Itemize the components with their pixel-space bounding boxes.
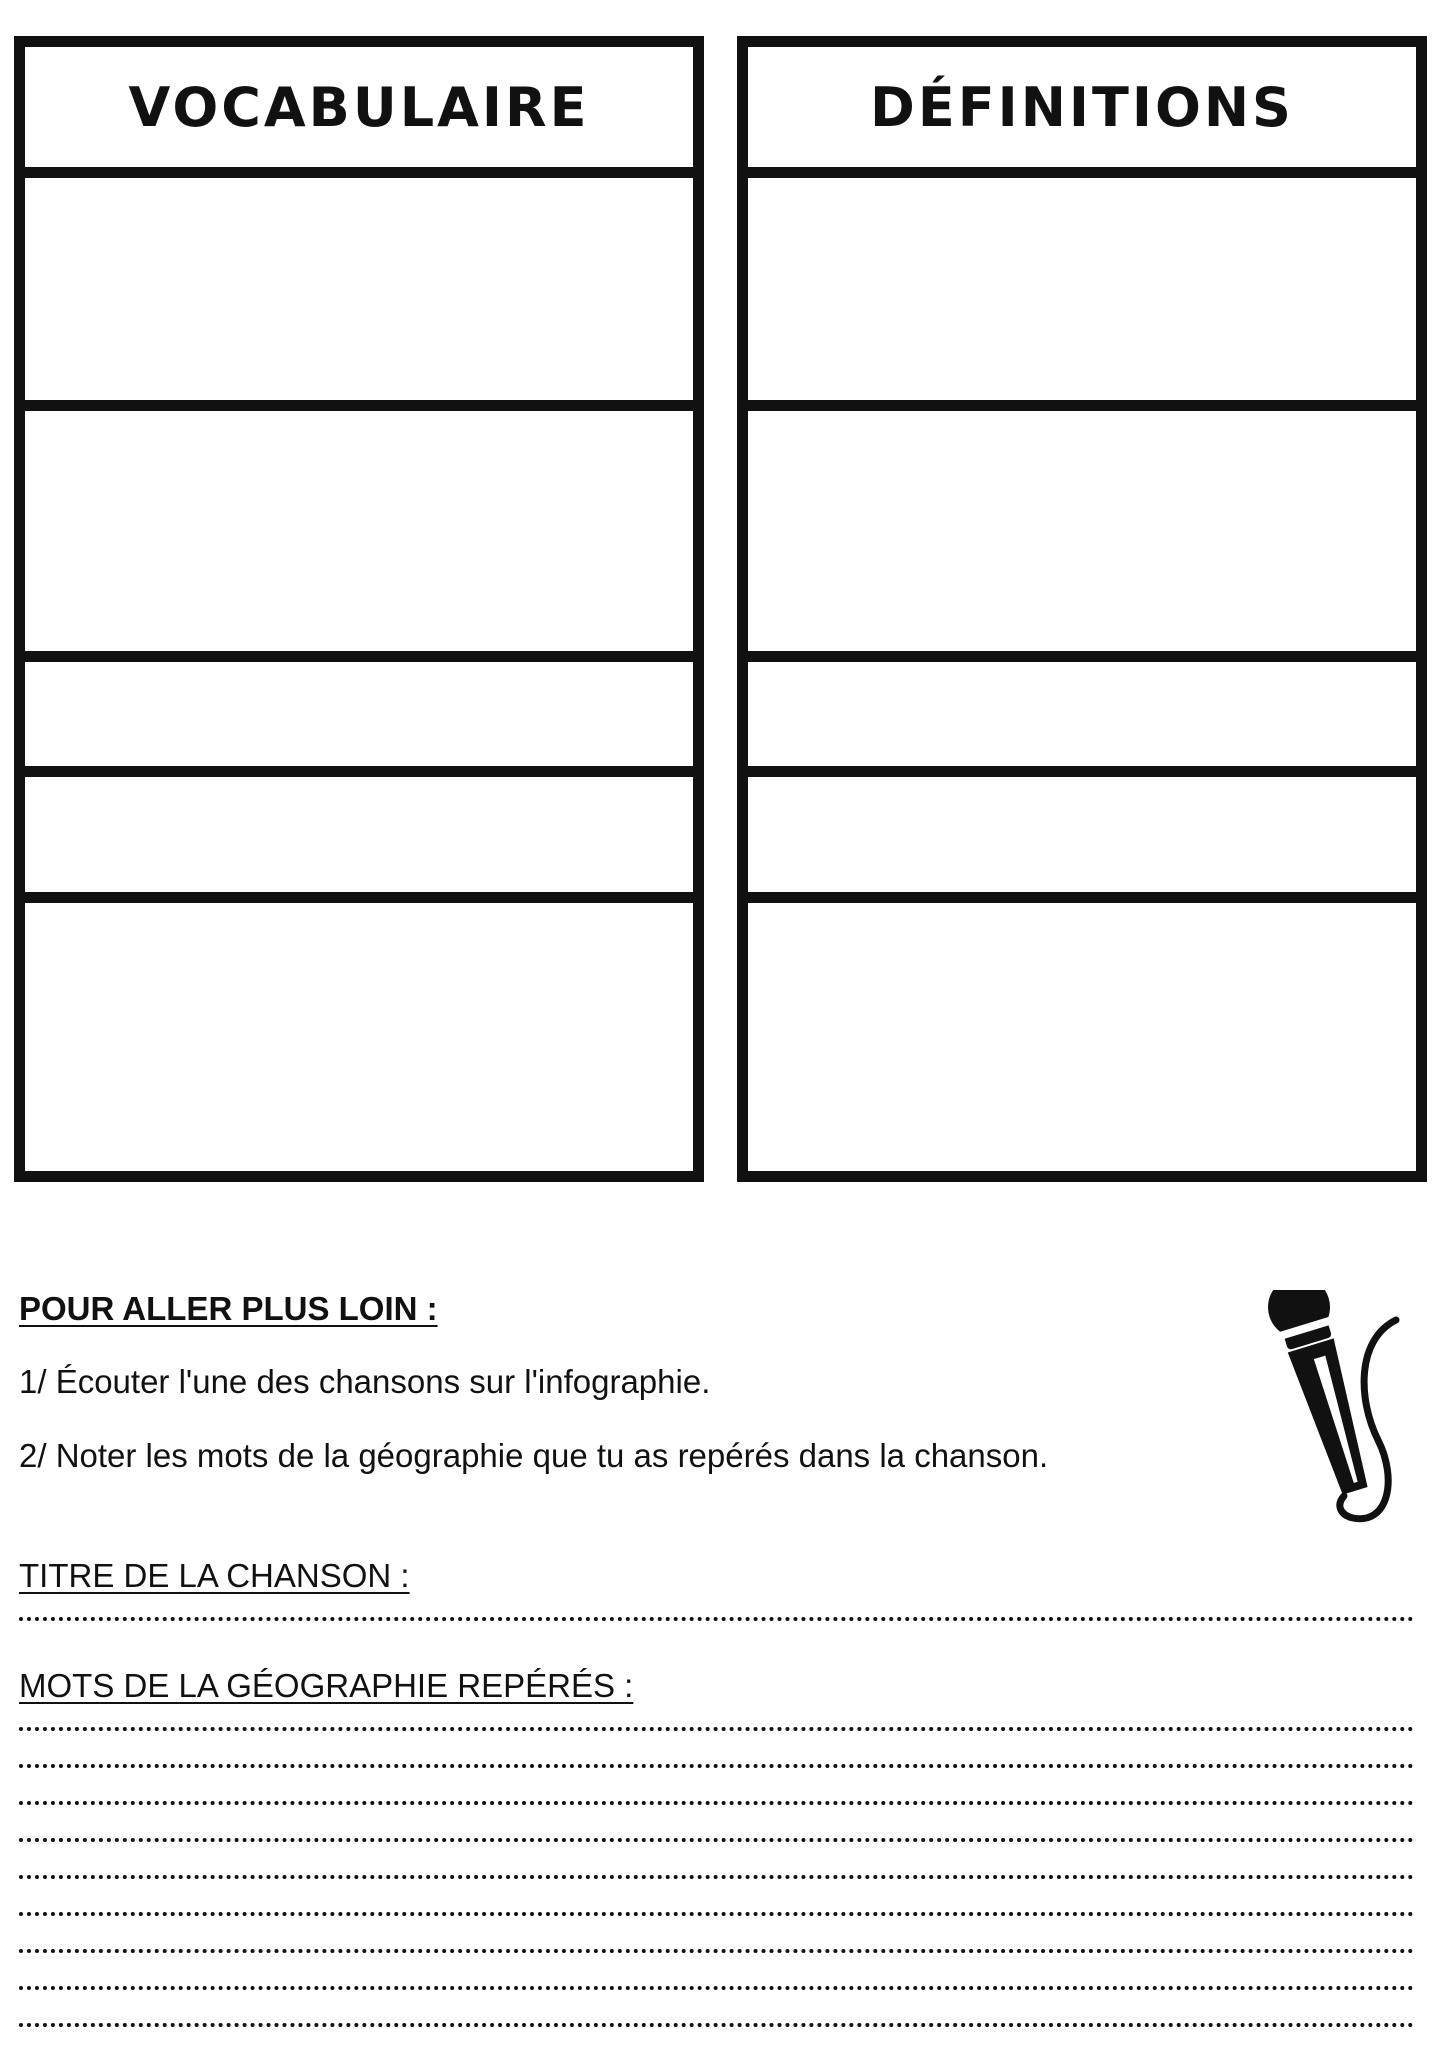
table-divider <box>748 167 1416 178</box>
table-divider <box>748 400 1416 411</box>
table-divider <box>748 651 1416 662</box>
definition-cell[interactable] <box>748 411 1416 651</box>
vocabulary-cell[interactable] <box>25 662 693 766</box>
words-answer-line[interactable] <box>19 1875 1414 1879</box>
definitions-table <box>737 36 1427 1182</box>
song-title-label: TITRE DE LA CHANSON : <box>19 1557 410 1594</box>
words-answer-line[interactable] <box>19 1727 1414 1731</box>
table-divider <box>748 766 1416 777</box>
words-answer-line[interactable] <box>19 1764 1414 1768</box>
vocabulary-cell[interactable] <box>25 777 693 892</box>
words-answer-line[interactable] <box>19 1986 1414 1990</box>
words-answer-line[interactable] <box>19 2023 1414 2027</box>
step-2-text: 2/ Noter les mots de la géographie que tu as repérés dans la chanson. <box>19 1437 1049 1474</box>
table-divider <box>25 892 693 903</box>
vocabulary-header: VOCABULAIRE <box>128 75 590 139</box>
song-title-answer-line[interactable] <box>19 1617 1414 1621</box>
definition-cell[interactable] <box>748 903 1416 1171</box>
vocabulary-table <box>14 36 704 1182</box>
definition-cell[interactable] <box>748 777 1416 892</box>
vocabulary-cell[interactable] <box>25 903 693 1171</box>
words-label: MOTS DE LA GÉOGRAPHIE REPÉRÉS : <box>19 1667 634 1704</box>
table-divider <box>25 400 693 411</box>
microphone-icon <box>1258 1290 1438 1530</box>
table-divider <box>25 766 693 777</box>
words-answer-line[interactable] <box>19 1838 1414 1842</box>
table-divider <box>748 892 1416 903</box>
definition-cell[interactable] <box>748 662 1416 766</box>
vocabulary-cell[interactable] <box>25 411 693 651</box>
vocabulary-cell[interactable] <box>25 178 693 400</box>
table-divider <box>25 167 693 178</box>
definitions-header: DÉFINITIONS <box>870 75 1294 139</box>
definition-cell[interactable] <box>748 178 1416 400</box>
words-answer-line[interactable] <box>19 1949 1414 1953</box>
words-answer-line[interactable] <box>19 1801 1414 1805</box>
words-answer-line[interactable] <box>19 1912 1414 1916</box>
table-divider <box>25 651 693 662</box>
further-title: POUR ALLER PLUS LOIN : <box>19 1290 438 1327</box>
step-1-text: 1/ Écouter l'une des chansons sur l'infographie. <box>19 1363 711 1400</box>
